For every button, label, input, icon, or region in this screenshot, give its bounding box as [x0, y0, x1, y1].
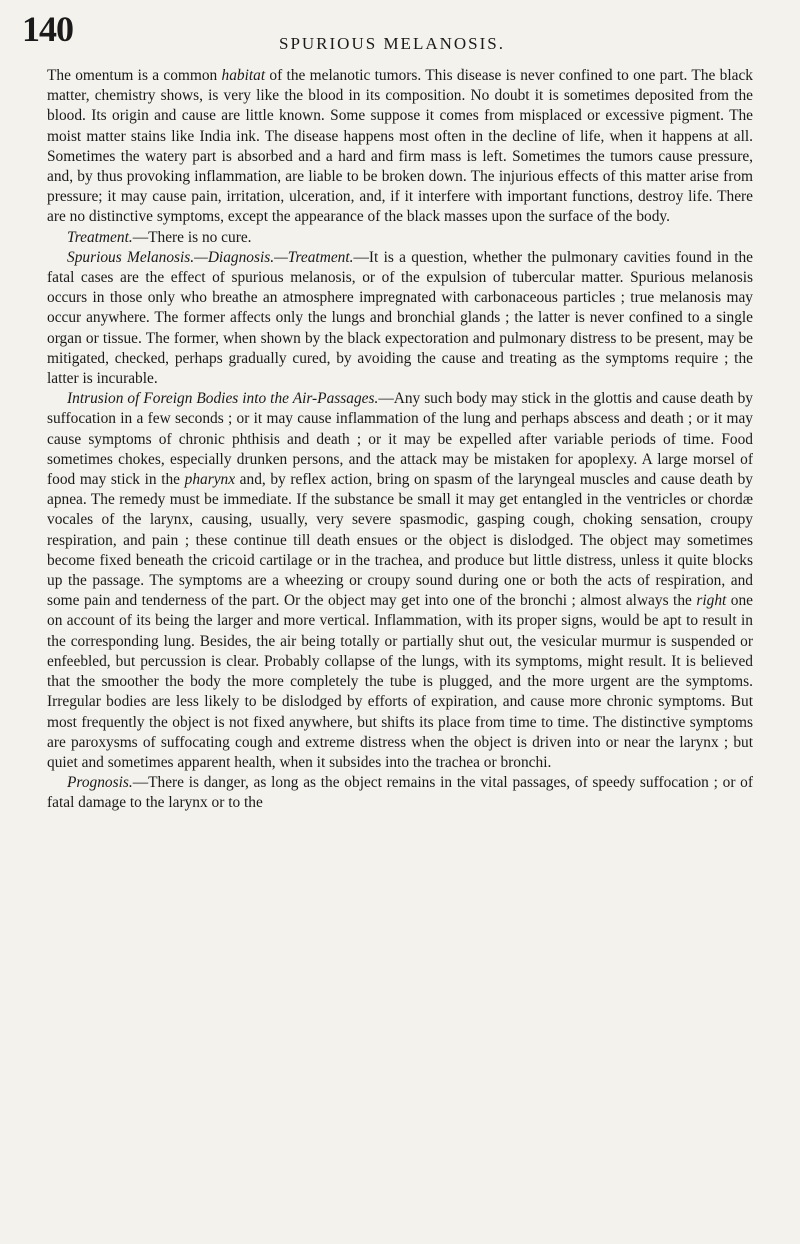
paragraph-omentum: The omentum is a common habitat of the melanotic tumors. This disease is never confined to one part. The black matter, chemistry shows, is very like the blood in its composition. No doubt it is sometimes deposited from the blood. Its origin and cause are little known. Some suppose it comes from misplaced or excessive pigment. The moist matter stains like India ink. The disease happens most often in the decline of life, when it happens at all. Sometimes the watery part is absorbed and a hard and firm mass is left. Sometimes the tumors cause pressure, and, by thus provoking inflammation, are liable to be broken down. The injurious effects of this matter arise from pressure; it may cause pain, irritation, ulceration, and, if it interfere with important functions, destroy life. There are no distinctive symptoms, except the appearance of the black masses upon the surface of the body. — [47, 67, 753, 226]
running-head: SPURIOUS MELANOSIS. — [279, 34, 505, 53]
italic-term: pharynx — [184, 471, 236, 489]
paragraph-prognosis: Prognosis.—There is danger, as long as the object remains in the vital passages, of speedy suffocation ; or of fatal damage to the larynx or to the — [47, 774, 753, 812]
section-heading: Spurious Melanosis.—Diagnosis.—Treatment. — [67, 248, 354, 266]
paragraph-spurious-melanosis: Spurious Melanosis.—Diagnosis.—Treatment.—It is a question, whether the pulmonary cavities found in the fatal cases are the effect of spurious melanosis, or of the expulsion of tubercular matter. Spurious melanosis occurs in those only who breathe an atmosphere impregnated with carbonaceous particles ; true melanosis may occur anywhere. The former affects only the lungs and bronchial glands ; the latter is never confined to a single organ or tissue. The former, when shown by the black expectoration and pulmonary distress to be present, may be mitigated, checked, perhaps gradually cured, by avoiding the cause and treating as the symptoms require ; the latter is incurable. — [47, 248, 753, 388]
italic-term: right — [696, 592, 727, 610]
italic-term: habitat — [221, 67, 266, 84]
paragraph-foreign-bodies: Intrusion of Foreign Bodies into the Air-Passages.—Any such body may stick in the glottis and cause death by suffocation in a few seconds ; or it may cause inflammation of the lung and perhaps abscess and death ; or it may cause symptoms of chronic phthisis and death ; or it may be expelled after variable periods of time. Food sometimes chokes, especially drunken persons, and the attack may be mistaken for apoplexy. A large morsel of food may stick in the pharynx and, by reflex action, bring on spasm of the laryngeal muscles and cause death by apnea. The remedy must be immediate. If the substance be small it may get entangled in the ventricles or chordæ vocales of the larynx, causing, usually, very severe spasmodic, gasping cough, choking sensation, croupy respiration, and pain ; these continue till death ensues or the object is dislodged. The object may sometimes become fixed beneath the cricoid cartilage or in the trachea, and produce but little distress, unless it quite blocks up the passage. The symptoms are a wheezing or croupy sound during one or both the acts of respiration, and some pain and tenderness of the part. Or the object may get into one of the bronchi ; almost always the right one on account of its being the larger and more vertical. Inflammation, with its proper signs, would be apt to result in the corresponding lung. Besides, the air being totally or partially shut out, the vesicular murmur is suspended or enfeebled, but percussion is clear. Probably collapse of the lungs, with its symptoms, might result. It is believed that the smoother the body the more completely the tube is plugged, and the more urgent are the symptoms. Irregular bodies are less likely to be dislodged by efforts of expiration, and cause more chronic symptoms. But most frequently the object is not fixed anywhere, but shifts its place from time to time. The distinctive symptoms are paroxysms of suffocating cough and extreme distress when the object is driven into or near the larynx ; but quiet and sometimes apparent health, when it subsides into the trachea or bronchi. — [47, 390, 754, 771]
section-heading: Treatment. — [67, 228, 133, 246]
section-heading: Prognosis. — [67, 774, 133, 792]
body-text — [47, 66, 753, 814]
paragraph-treatment: Treatment.—There is no cure. — [67, 228, 252, 246]
section-heading: Intrusion of Foreign Bodies into the Air-Passages. — [67, 390, 379, 408]
page-number: 140 — [22, 9, 73, 49]
page-header — [22, 8, 762, 54]
